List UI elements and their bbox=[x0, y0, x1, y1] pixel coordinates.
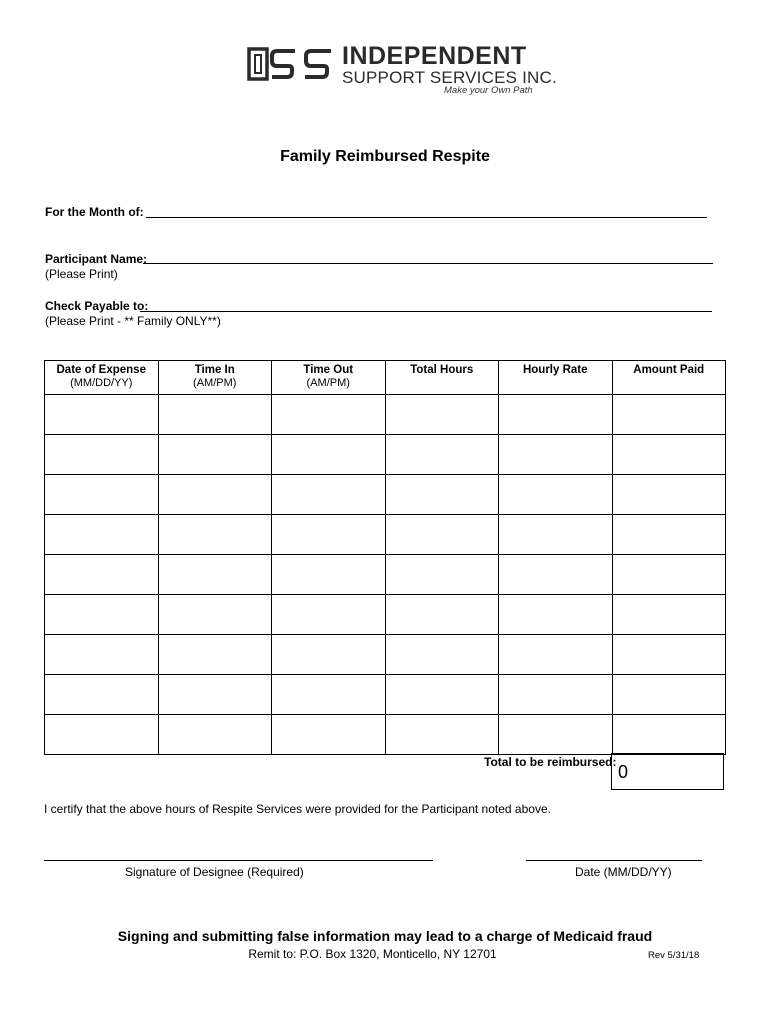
table-cell[interactable] bbox=[45, 635, 159, 675]
table-cell[interactable] bbox=[45, 435, 159, 475]
logo-tagline: Make your Own Path bbox=[444, 85, 533, 96]
total-field[interactable] bbox=[611, 753, 724, 790]
fraud-warning: Signing and submitting false information may lead to a charge of Medicaid fraud bbox=[117, 928, 653, 944]
table-cell[interactable] bbox=[272, 475, 386, 515]
table-cell[interactable] bbox=[385, 515, 499, 555]
remit-address: Remit to: P.O. Box 1320, Monticello, NY 12701 bbox=[248, 947, 497, 961]
table-cell[interactable] bbox=[272, 675, 386, 715]
table-cell[interactable] bbox=[499, 675, 613, 715]
col-time-out: Time Out (AM/PM) bbox=[272, 361, 386, 395]
table-cell[interactable] bbox=[158, 515, 272, 555]
check-payable-field[interactable] bbox=[140, 311, 712, 312]
logo-line2: SUPPORT SERVICES INC. bbox=[342, 68, 557, 87]
table-cell[interactable] bbox=[612, 675, 726, 715]
table-cell[interactable] bbox=[499, 395, 613, 435]
table-cell[interactable] bbox=[158, 715, 272, 755]
table-cell[interactable] bbox=[45, 595, 159, 635]
table-cell[interactable] bbox=[385, 555, 499, 595]
company-logo bbox=[247, 42, 557, 100]
table-cell[interactable] bbox=[272, 435, 386, 475]
table-cell[interactable] bbox=[499, 435, 613, 475]
table-cell[interactable] bbox=[499, 635, 613, 675]
table-cell[interactable] bbox=[385, 395, 499, 435]
table-cell[interactable] bbox=[158, 475, 272, 515]
table-cell[interactable] bbox=[612, 395, 726, 435]
table-cell[interactable] bbox=[272, 635, 386, 675]
table-row bbox=[45, 555, 726, 595]
designee-signature-label: Signature of Designee (Required) bbox=[125, 865, 304, 879]
table-cell[interactable] bbox=[499, 595, 613, 635]
table-row bbox=[45, 715, 726, 755]
table-cell[interactable] bbox=[385, 475, 499, 515]
table-cell[interactable] bbox=[158, 635, 272, 675]
table-row bbox=[45, 515, 726, 555]
check-payable-label: Check Payable to: bbox=[45, 299, 149, 313]
table-row bbox=[45, 635, 726, 675]
table-cell[interactable] bbox=[45, 475, 159, 515]
table-row bbox=[45, 595, 726, 635]
table-cell[interactable] bbox=[612, 715, 726, 755]
designee-signature-field[interactable] bbox=[44, 860, 433, 861]
table-cell[interactable] bbox=[45, 715, 159, 755]
table-cell[interactable] bbox=[385, 635, 499, 675]
table-cell[interactable] bbox=[158, 555, 272, 595]
col-amount-paid: Amount Paid bbox=[612, 361, 726, 395]
table-cell[interactable] bbox=[158, 435, 272, 475]
table-row bbox=[45, 395, 726, 435]
table-cell[interactable] bbox=[499, 515, 613, 555]
table-cell[interactable] bbox=[45, 555, 159, 595]
signature-date-label: Date (MM/DD/YY) bbox=[575, 865, 672, 879]
check-payable-note: (Please Print - ** Family ONLY**) bbox=[45, 314, 221, 328]
expense-table bbox=[44, 360, 726, 755]
month-field[interactable] bbox=[146, 217, 707, 218]
table-cell[interactable] bbox=[612, 515, 726, 555]
table-cell[interactable] bbox=[612, 595, 726, 635]
table-cell[interactable] bbox=[385, 435, 499, 475]
table-cell[interactable] bbox=[272, 715, 386, 755]
table-header-row bbox=[45, 361, 726, 395]
form-title: Family Reimbursed Respite bbox=[280, 148, 490, 165]
table-cell[interactable] bbox=[385, 595, 499, 635]
table-cell[interactable] bbox=[45, 515, 159, 555]
table-cell[interactable] bbox=[158, 595, 272, 635]
table-cell[interactable] bbox=[158, 675, 272, 715]
col-date-of-expense: Date of Expense (MM/DD/YY) bbox=[45, 361, 159, 395]
table-cell[interactable] bbox=[45, 395, 159, 435]
col-total-hours: Total Hours bbox=[385, 361, 499, 395]
table-cell[interactable] bbox=[272, 555, 386, 595]
table-cell[interactable] bbox=[612, 555, 726, 595]
certify-statement: I certify that the above hours of Respite Services were provided for the Participant noted above. bbox=[44, 802, 551, 816]
table-cell[interactable] bbox=[385, 675, 499, 715]
logo-line1: INDEPENDENT bbox=[342, 42, 527, 70]
participant-name-field[interactable] bbox=[143, 263, 713, 264]
revision-date: Rev 5/31/18 bbox=[648, 950, 700, 961]
table-cell[interactable] bbox=[385, 715, 499, 755]
table-row bbox=[45, 475, 726, 515]
table-cell[interactable] bbox=[272, 395, 386, 435]
signature-date-field[interactable] bbox=[526, 860, 702, 861]
month-label: For the Month of: bbox=[45, 205, 144, 219]
table-row bbox=[45, 435, 726, 475]
col-hourly-rate: Hourly Rate bbox=[499, 361, 613, 395]
table-cell[interactable] bbox=[499, 475, 613, 515]
table-cell[interactable] bbox=[612, 635, 726, 675]
table-cell[interactable] bbox=[272, 595, 386, 635]
participant-name-note: (Please Print) bbox=[45, 267, 118, 281]
table-cell[interactable] bbox=[158, 395, 272, 435]
participant-name-label: Participant Name: bbox=[45, 252, 148, 266]
table-cell[interactable] bbox=[272, 515, 386, 555]
table-cell[interactable] bbox=[45, 675, 159, 715]
table-row bbox=[45, 675, 726, 715]
total-value: 0 bbox=[618, 762, 629, 782]
table-cell[interactable] bbox=[499, 715, 613, 755]
table-cell[interactable] bbox=[612, 475, 726, 515]
total-label: Total to be reimbursed: bbox=[484, 755, 617, 769]
col-time-in: Time In (AM/PM) bbox=[158, 361, 272, 395]
iss-logo-mark-icon bbox=[247, 47, 335, 81]
table-cell[interactable] bbox=[499, 555, 613, 595]
table-cell[interactable] bbox=[612, 435, 726, 475]
